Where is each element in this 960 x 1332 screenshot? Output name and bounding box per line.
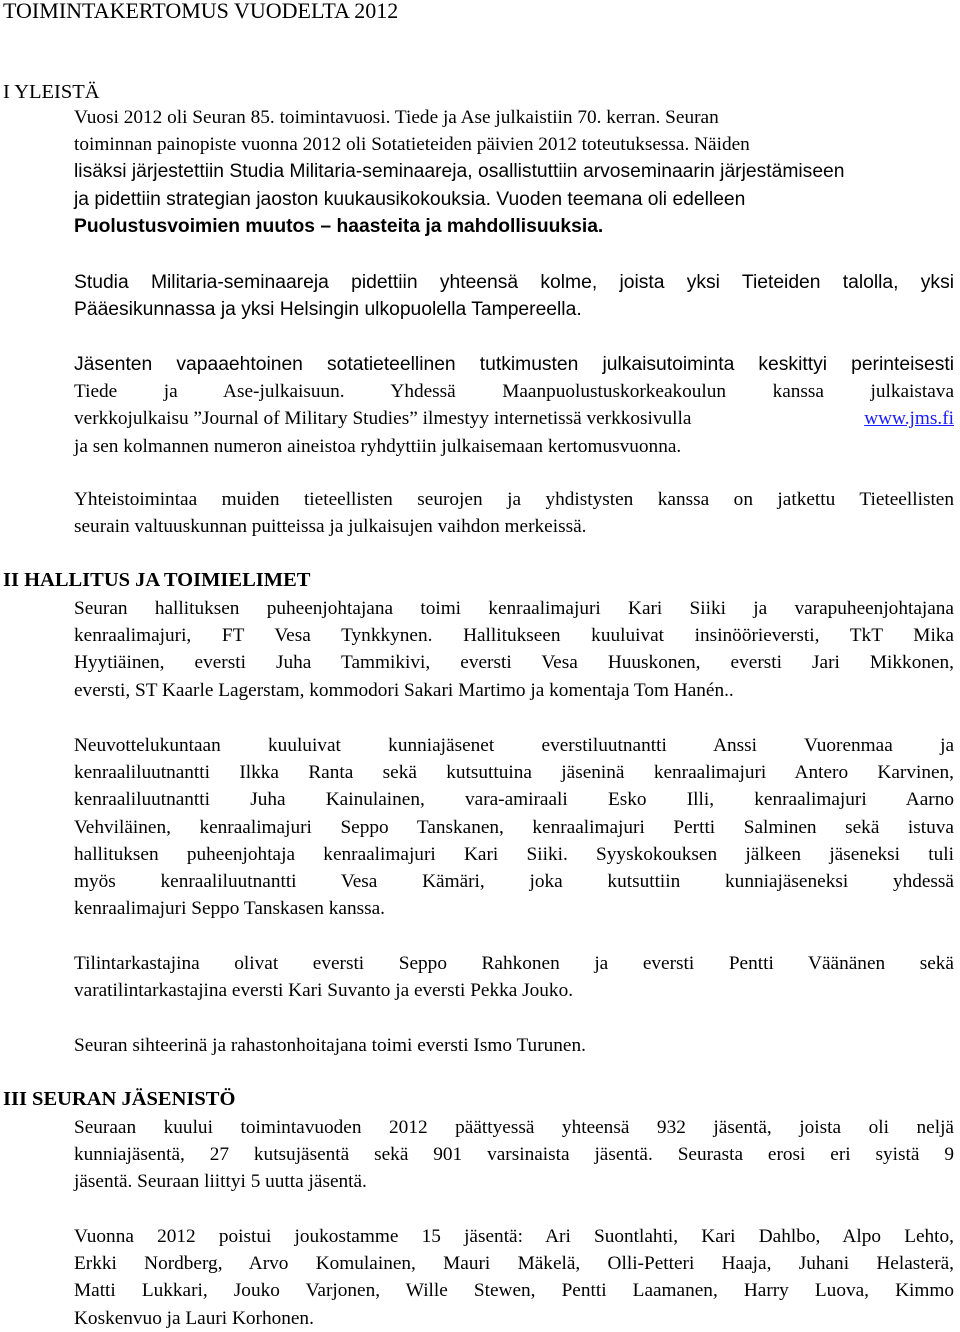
- text-line: seurain valtuuskunnan puitteissa ja julkaisujen vaihdon merkeissä.: [74, 516, 587, 538]
- text-line: Seuran sihteerinä ja rahastonhoitajana toimi eversti Ismo Turunen.: [74, 1035, 586, 1056]
- text-line: ja pidettiin strategian jaoston kuukausikokouksia. Vuoden teemana oli edelleen: [74, 188, 746, 210]
- text-line: Tilintarkastajina olivat eversti Seppo Rahkonen ja eversti Pentti Väänänen sekä: [74, 953, 954, 974]
- text-line: Neuvottelukuntaan kuuluivat kunniajäsenet everstiluutnantti Anssi Vuorenmaa ja: [74, 735, 954, 756]
- text-line: jäsentä. Seuraan liittyi 5 uutta jäsentä.: [74, 1171, 367, 1193]
- jms-website-link[interactable]: www.jms.fi: [864, 408, 954, 430]
- text-line: kenraaliluutnantti Ilkka Ranta sekä kutsuttuina jäseninä kenraalimajuri Antero Karvinen,: [74, 762, 954, 784]
- text-line: Jäsenten vapaaehtoinen sotatieteellinen tutkimusten julkaisutoiminta keskittyi perinteisesti: [74, 354, 954, 375]
- text-line: Seuraan kuului toimintavuoden 2012 päättyessä yhteensä 932 jäsentä, joista oli neljä: [74, 1117, 954, 1138]
- text-line: Pääesikunnassa ja yksi Helsingin ulkopuolella Tampereella.: [74, 299, 582, 321]
- text-line: eversti, ST Kaarle Lagerstam, kommodori Sakari Martimo ja komentaja Tom Hanén..: [74, 679, 734, 701]
- text-line: Erkki Nordberg, Arvo Komulainen, Mauri Mäkelä, Olli-Petteri Haaja, Juhani Helasterä,: [74, 1253, 954, 1275]
- paragraph-advisory-board: [74, 732, 954, 922]
- paragraph-auditors: [74, 950, 954, 1004]
- text-line: varatilintarkastajina eversti Kari Suvanto ja eversti Pekka Jouko.: [74, 980, 574, 1002]
- text-fragment: verkkojulkaisu ”Journal of Military Studies” ilmestyy internetissä verkkosivulla: [74, 408, 692, 430]
- text-line: kenraalimajuri Seppo Tanskasen kanssa.: [74, 898, 385, 920]
- text-line: kunniajäsentä, 27 kutsujäsentä sekä 901 varsinaista jäsentä. Seurasta erosi eri syistä 9: [74, 1144, 954, 1166]
- paragraph-seminars: [74, 269, 954, 323]
- text-line: kenraaliluutnantti Juha Kainulainen, vara-amiraali Esko Illi, kenraalimajuri Aarno: [74, 789, 954, 811]
- paragraph-deceased-members: [74, 1223, 954, 1332]
- section-heading-yleista: I YLEISTÄ: [3, 81, 100, 103]
- text-line: Studia Militaria-seminaareja pidettiin yhteensä kolme, joista yksi Tieteiden talolla, yksi: [74, 272, 954, 293]
- paragraph-membership: [74, 1114, 954, 1196]
- section-heading-jasenisto: III SEURAN JÄSENISTÖ: [3, 1088, 236, 1110]
- text-line: Hyytiäinen, eversti Juha Tammikivi, eversti Vesa Huuskonen, eversti Jari Mikkonen,: [74, 652, 954, 674]
- text-line: Koskenvuo ja Lauri Korhonen.: [74, 1307, 314, 1329]
- paragraph-publications: [74, 351, 954, 460]
- text-line: Vehviläinen, kenraalimajuri Seppo Tanskanen, kenraalimajuri Pertti Salminen sekä istuva: [74, 816, 954, 838]
- text-line: [74, 405, 954, 432]
- text-line: Matti Lukkari, Jouko Varjonen, Wille Stewen, Pentti Laamanen, Harry Luova, Kimmo: [74, 1280, 954, 1302]
- text-line: hallituksen puheenjohtaja kenraalimajuri Kari Siiki. Syyskokouksen jälkeen jäseneksi tuli: [74, 843, 954, 865]
- paragraph-board: [74, 595, 954, 704]
- text-line: ja sen kolmannen numeron aineistoa ryhdyttiin julkaisemaan kertomusvuonna.: [74, 435, 682, 457]
- text-line: Vuonna 2012 poistui joukostamme 15 jäsentä: Ari Suontlahti, Kari Dahlbo, Alpo Lehto,: [74, 1226, 954, 1247]
- paragraph-year-summary: [74, 104, 954, 240]
- text-line: Seuran hallituksen puheenjohtajana toimi kenraalimajuri Kari Siiki ja varapuheenjohtajana: [74, 598, 954, 619]
- text-line: lisäksi järjestettiin Studia Militaria-seminaareja, osallistuttiin arvoseminaarin järjestämiseen: [74, 161, 845, 183]
- paragraph-secretary: [74, 1032, 954, 1059]
- text-line: kenraalimajuri, FT Vesa Tynkkynen. Hallitukseen kuuluivat insinöörieversti, TkT Mika: [74, 625, 954, 647]
- document-title: TOIMINTAKERTOMUS VUODELTA 2012: [3, 0, 399, 23]
- text-line: Vuosi 2012 oli Seuran 85. toimintavuosi. Tiede ja Ase julkaistiin 70. kerran. Seuran: [74, 107, 719, 128]
- paragraph-cooperation: [74, 486, 954, 540]
- text-line: myös kenraaliluutnantti Vesa Kämäri, joka kutsuttiin kunniajäseneksi yhdessä: [74, 870, 954, 892]
- text-line: Tiede ja Ase-julkaisuun. Yhdessä Maanpuolustuskorkeakoulun kanssa julkaistava: [74, 381, 954, 403]
- text-line: toiminnan painopiste vuonna 2012 oli Sotatieteiden päivien 2012 toteutuksessa. Näiden: [74, 134, 750, 156]
- text-line: Yhteistoimintaa muiden tieteellisten seurojen ja yhdistysten kanssa on jatkettu Tieteellisten: [74, 489, 954, 510]
- section-heading-hallitus: II HALLITUS JA TOIMIELIMET: [3, 569, 311, 591]
- theme-text: Puolustusvoimien muutos – haasteita ja mahdollisuuksia.: [74, 215, 604, 237]
